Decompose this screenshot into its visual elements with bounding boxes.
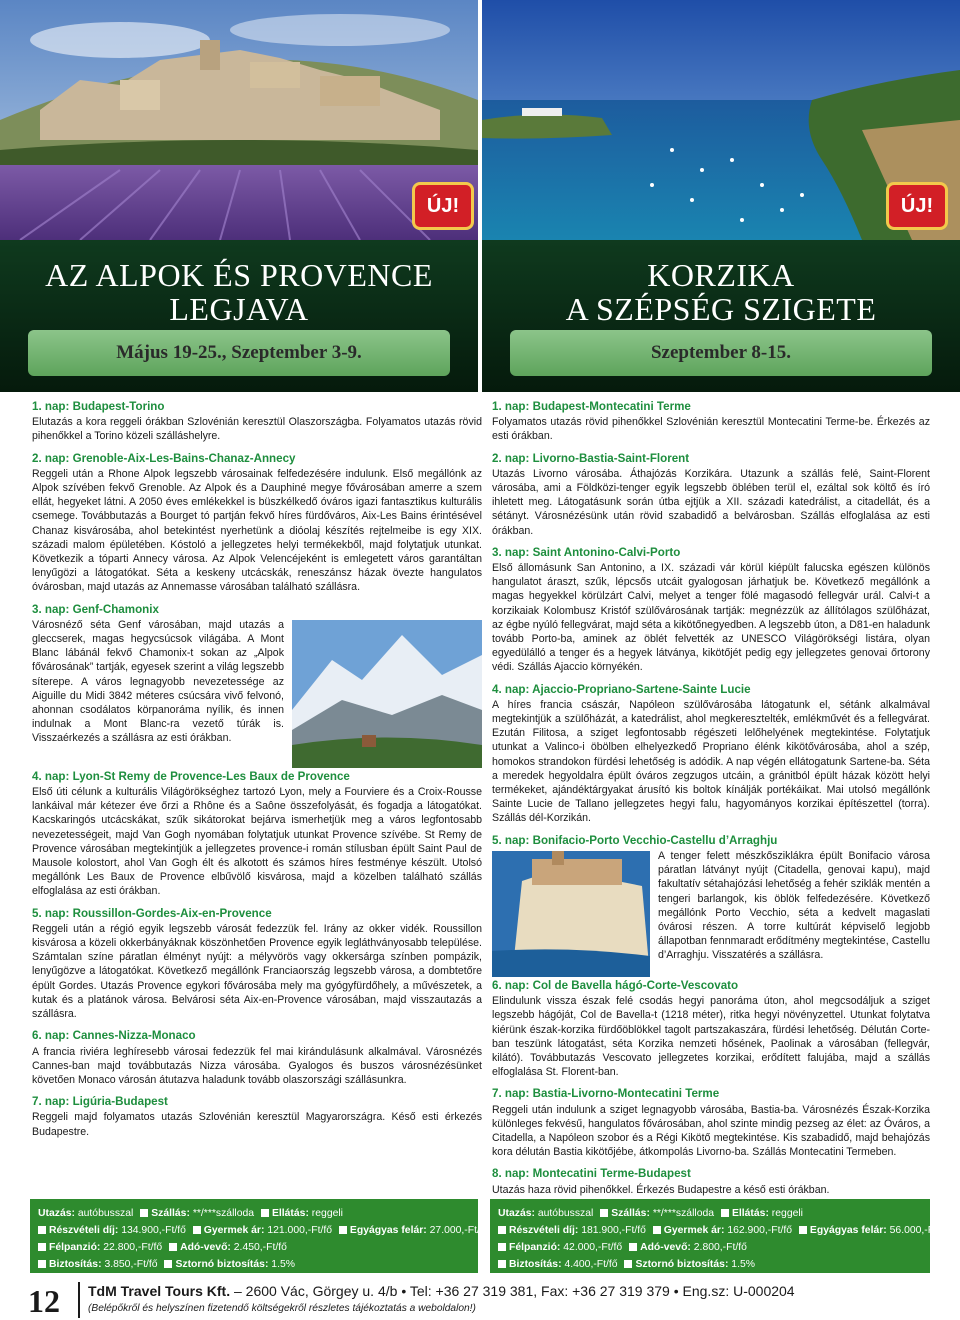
provence-village-photo bbox=[0, 0, 478, 240]
travel-info-row: Utazás: autóbusszal Szállás: **/***szálloda Ellátás: reggeli bbox=[498, 1208, 803, 1219]
company-name: TdM Travel Tours Kft. bbox=[88, 1283, 231, 1299]
hero-alps-provence bbox=[0, 0, 478, 392]
itinerary-alps bbox=[32, 400, 482, 1147]
day-title: 6. nap: Cannes-Nizza-Monaco bbox=[32, 1029, 196, 1043]
footer-note: (Belépőkről és helyszínen fizetendő költségekről részletes tájékoztatás a weboldalon!) bbox=[88, 1303, 476, 1314]
day-text: Reggeli után a régió egyik legszebb városát fedezzük fel. Irány az okker vidék. Roussillon kisvárosa a közeli okkerbányáknak köszönhetően Provence egyik legláthványosabb települése. Számtalan színe páratlan élményt nyújt: a mélyvörös vagy okkersárga színben pompázik, lenyűgözve a látogatókat. Következő megállónk Franciaország legszebb városa, a dombtetőre épült Gordes. Utazás Provence egykori fővárosába mely ma gyógyfürdőhely, a művészetek, a kutak és a platánok városa. Belvárosi séta Aix-en-Provence városában, majd visszautazás a szállásra. bbox=[32, 922, 482, 1021]
day-7 bbox=[492, 1087, 930, 1159]
day-title: 3. nap: Genf-Chamonix bbox=[32, 602, 159, 616]
tour-title-line2: A SZÉPSÉG SZIGETE bbox=[565, 291, 877, 327]
day-title: 1. nap: Budapest-Montecatini Terme bbox=[492, 400, 691, 413]
travel-info-row: Utazás: autóbusszal Szállás: **/***szálloda Ellátás: reggeli bbox=[38, 1208, 343, 1219]
day-text: Városnéző séta Genf városában, majd utazás a gleccserek, magas hegycsúcsok világába. A Mont Blanc lábánál fekvő Chamonix-t sokan az „Alpok fővárosának” tartják, egyesek szerint a világ legszebb síterepe. A város legnagyobb nevezetessége az Aiguille du Midi 3842 méteres csúcsára vivő felvonó, ahonnan csodálatos körpanoráma nyílik, és innen indulnak a Mont Blanc-ra vezető túrák is. Visszaérkezés a szállásra az esti órákban. bbox=[32, 618, 284, 745]
day-4 bbox=[32, 770, 482, 899]
price-row: Biztosítás: 3.850,-Ft/fő Sztornó biztosítás: 1.5% bbox=[38, 1256, 470, 1273]
company-address: – 2600 Vác, Görgey u. 4/b • Tel: +36 27 319 381, Fax: +36 27 319 379 • Eng.sz: U-000204 bbox=[230, 1283, 795, 1299]
mont-blanc-photo bbox=[292, 620, 482, 768]
day-5 bbox=[32, 907, 482, 1022]
day-title: 5. nap: Roussillon-Gordes-Aix-en-Provence bbox=[32, 906, 272, 920]
price-row: Részvételi díj: 181.900,-Ft/fő Gyermek ár: 162.900,-Ft/fő Egyágyas felár: 56.000,-Ft/fő bbox=[498, 1222, 922, 1239]
day-text: Reggeli után indulunk a sziget legnagyobb városába, Bastia-ba. Városnézés Észak-Korzika különleges fekvésű, hangulatos fővárosában, ahol szinte mindig pezseg az élet: az Óváros, a Citadella, a Napóleon szobor és a Régi Kikötő megtekintése. Kis szabadidő, majd behajózás kora délután Bastia kikötőjébe, átkompolás Livorno-ba. Szállás Montecatini Termeben. bbox=[492, 1103, 930, 1159]
tour-title-line2: LEGJAVA bbox=[169, 291, 309, 327]
day-title: 7. nap: Ligúria-Budapest bbox=[32, 1095, 168, 1109]
day-text: Reggeli után a Rhone Alpok legszebb városainak felfedezésére indulunk. Első megállónk az Alpok szívében fekvő Grenoble. Az Alpok és a Dauphiné megye fővárosában amerre a szem ellát, hegyeket látni. A 2050 éves emlékekkel is büszkélkedő óváros igazi fantasztikus kulturális csemege. Továbbutazás a Bourget tó partján fekvő híres fürdőváros, Aix-Les Bains érintésével Chanaz kisvárosába, ahol betekintést nyerhetünk a dióolaj készítés rejtelmeibe is egy XIX. századi malom épületében. Kóstoló a jellegzetes helyi termékekből, majd folytatjuk utunkat. Következik a tóparti Annecy városa. Az Alpok Velencéjeként is emlegetett város garantáltan lenyűgözi a látogatókat. Séta a keskeny utcácskák, reneszánsz házak övezte hangulatos óvárosban, majd utazás az Annemasse városában található szállásra. bbox=[32, 467, 482, 594]
day-text: A tenger felett mészkősziklákra épült Bonifacio városa páratlan látványt nyújt (Citadella, genovai kapu), majd fakultatív sétahajózási lehetőség a fehér sziklák mentén a tengeri barlangok, kis öblök felfedezésére. Következő megállónk Porto Vecchio, séta a kedvelt magaslati óvárosi részen. A torre kultúrát képviselő legjobb állapotban fennmaradt erődítmény megtekintése, Castellu d’Arraghju. Visszatérés a szállásra. bbox=[658, 849, 930, 962]
company-info bbox=[88, 1283, 795, 1299]
day-7 bbox=[32, 1095, 482, 1139]
day-6 bbox=[32, 1029, 482, 1087]
day-3 bbox=[32, 603, 482, 746]
day-title: 2. nap: Grenoble-Aix-Les-Bains-Chanaz-Annecy bbox=[32, 451, 296, 465]
day-title: 4. nap: Ajaccio-Propriano-Sartene-Sainte Lucie bbox=[492, 682, 751, 696]
price-row: Félpanzió: 42.000,-Ft/fő Adó-vevő: 2.800,-Ft/fő bbox=[498, 1239, 922, 1256]
new-badge: ÚJ! bbox=[886, 182, 948, 230]
day-4 bbox=[492, 683, 930, 826]
day-1 bbox=[32, 400, 482, 444]
page-number: 12 bbox=[28, 1283, 60, 1319]
day-text: Első úti célunk a kulturális Világörökséghez tartozó Lyon, mely a Fourviere és a Croix-Rousse lankáival már kétezer éve őrzi a Rhône és a Saône összefolyását, és fogadja a látogatókat. Kacskaringós utcácskákat, szűk sikátorokat bejárva ismerhetjük meg a város legfontosabb nevezetességeit, majd Van Gogh nyomában folytatjuk utunkat Provence szívébe. St Remy de Provence városában megtekintjük a jellegzetes provence-i román stílusban épült Saint Paul de Mausole kolostort, ahol Van Gogh élt és alkotott és számos híres festménye készült. Utolsó megállónk Les Baux de Provence elbűvölő kisvárosa, majd a közelben található szállás elfoglalása az esti órákban. bbox=[32, 786, 482, 898]
tour-title bbox=[0, 258, 478, 326]
day-text: A francia riviéra leghíresebb városai fedezzük fel mai kirándulásunk alkalmával. Városnézés Cannes-ban majd továbbutazás Nizza városába. Gyalogos és buszos városnézésünket követően Monaco városán átutazva haladunk tovább olaszországi szállásunkra. bbox=[32, 1045, 482, 1086]
day-text: Utazás haza rövid pihenőkkel. Érkezés Budapestre a késő esti órákban. bbox=[492, 1183, 830, 1196]
day-title: 7. nap: Bastia-Livorno-Montecatini Terme bbox=[492, 1087, 720, 1101]
price-row: Biztosítás: 4.400,-Ft/fő Sztornó biztosítás: 1.5% bbox=[498, 1256, 922, 1273]
day-5 bbox=[492, 834, 930, 963]
day-title: 5. nap: Bonifacio-Porto Vecchio-Castellu d’Arraghju bbox=[492, 833, 778, 847]
price-row: Részvételi díj: 134.900,-Ft/fő Gyermek ár: 121.000,-Ft/fő Egyágyas felár: 27.000,-Ft/fő bbox=[38, 1222, 470, 1239]
day-2 bbox=[32, 452, 482, 595]
day-title: 2. nap: Livorno-Bastia-Saint-Florent bbox=[492, 451, 690, 465]
tour-title-line1: AZ ALPOK ÉS PROVENCE bbox=[45, 257, 433, 293]
tour-dates: Május 19-25., Szeptember 3-9. bbox=[28, 330, 450, 376]
day-text: Utazás Livorno városába. Áthajózás Korzikára. Utazunk a szállás felé, Saint-Florent városába, ami a Földközi-tenger egyik legszebb öblében terül el, ezáltal sok költő és író ihletett meg. Látogatásunk során útba ejtjük a XII. századi katedrálist, a citadellát, és a sétányt. Városnézésünk után rövid szabadidő a belvárosban. Szállás elfoglalása az esti órákban. bbox=[492, 467, 930, 537]
day-title: 1. nap: Budapest-Torino bbox=[32, 400, 165, 413]
day-title: 4. nap: Lyon-St Remy de Provence-Les Baux de Provence bbox=[32, 769, 350, 783]
day-title: 8. nap: Montecatini Terme-Budapest bbox=[492, 1167, 691, 1181]
day-text: A híres francia császár, Napóleon szülővárosába látogatunk el, sétánk alkalmával megtekintjük a szülőházát, a katedrálist, ahol megkeresztelték, emlékművét és a fellegvárat. Ezután Filitosa, a sziget legfontosabb régészeti lelőhelyének megtekintése. Folytatjuk utunkat a Valinco-i öbölben elhelyezkedő Propriano élénk kikötővárosába, ahol a szép, homokos strandokon fürdési lehetőség is adódik. A nap végén ellátogatunk Sartene-ba. Séta a meredek hegyoldalra épült óváros zegzugos utcáin, a gránitból épült házak között helyi termékeket, ajándéktárgyakat árusító kis boltok kínálják portékáikat. Mai utolsó megállónk Sainte Lucie de Tallano jellegzetes hegyi falu, hagyományos korzikai építészettel (torra). Szállás dél-Korzikán. bbox=[492, 698, 930, 825]
day-text: Elindulunk vissza észak felé csodás hegyi panoráma úton, ahol megcsodáljuk a sziget legszebb hágóját, Col de Bavella-t (1218 méter), ritka hegyi növényzettel. Utunkat folytatva kiérünk észak-korzika fürdőöblökkel tagolt partszakaszára, fürdési lehetőség. Délután Corte-ban teszünk látogatást, séta Korzika nemzeti hősének, Paolinak a városában (fellegvár, kilátó). Továbbutazás Vescovato jellegzetes korzikai, erődített falujába, majd a szállás elfoglalása St. Florent-ban. bbox=[492, 995, 930, 1079]
day-8 bbox=[492, 1167, 930, 1196]
day-text: Elutazás a kora reggeli órákban Szlovénián keresztül Olaszországba. Folyamatos utazás rövid pihenőkkel a Torino közeli szálláshelyre. bbox=[32, 416, 482, 443]
price-box-alps bbox=[30, 1199, 489, 1273]
itinerary-corsica bbox=[492, 400, 930, 1205]
tour-title-line1: KORZIKA bbox=[647, 257, 795, 293]
day-2 bbox=[492, 452, 930, 538]
price-row: Félpanzió: 22.800,-Ft/fő Adó-vevő: 2.450,-Ft/fő bbox=[38, 1239, 470, 1256]
price-box-corsica bbox=[490, 1199, 949, 1273]
day-text: Folyamatos utazás rövid pihenőkkel Szlovénián keresztül Montecatini Terme-be. Érkezés az esti órákban. bbox=[492, 416, 930, 443]
footer-divider bbox=[78, 1282, 80, 1318]
bonifacio-cliffs-photo bbox=[492, 851, 650, 977]
day-title: 3. nap: Saint Antonino-Calvi-Porto bbox=[492, 545, 681, 559]
day-3 bbox=[492, 546, 930, 675]
tour-title bbox=[482, 258, 960, 326]
tour-dates: Szeptember 8-15. bbox=[510, 330, 932, 376]
hero-corsica bbox=[482, 0, 960, 392]
day-text: Reggeli majd folyamatos utazás Szlovénián keresztül Magyarországra. Késő esti érkezés Budapestre. bbox=[32, 1111, 482, 1138]
day-title: 6. nap: Col de Bavella hágó-Corte-Vescovato bbox=[492, 978, 739, 992]
day-text: Első állomásunk San Antonino, a IX. századi vár körül kiépült falucska egészen különös hangulatot áraszt, szűk, lépcsős utcáit gyalogosan járhatjuk be. Következő megállónk a magas hegyekkel körülzárt Calvi, melyet a tenger fölé magasodó fellegvár urál. Calvi-t a korzikaiak Kolombusz Kristóf szülővárosának tartják: megnézzük az állítólagos szülőházat, az égbe nyúló fellegvárat, majd séta a kikötőnegyedben. A legszebb úton, a D81-en haladunk tovább Porto-ba, aminek az öblét felvették az UNESCO Világörökségi listára, olyan egyedülálló a tenger és a hegyek látványa, kikötőjét pedig egy jellegzetes genovai őrtorony védi. Szállás Ajaccio környékén. bbox=[492, 562, 930, 674]
new-badge: ÚJ! bbox=[412, 182, 474, 230]
day-6 bbox=[492, 979, 930, 1079]
day-1 bbox=[492, 400, 930, 444]
